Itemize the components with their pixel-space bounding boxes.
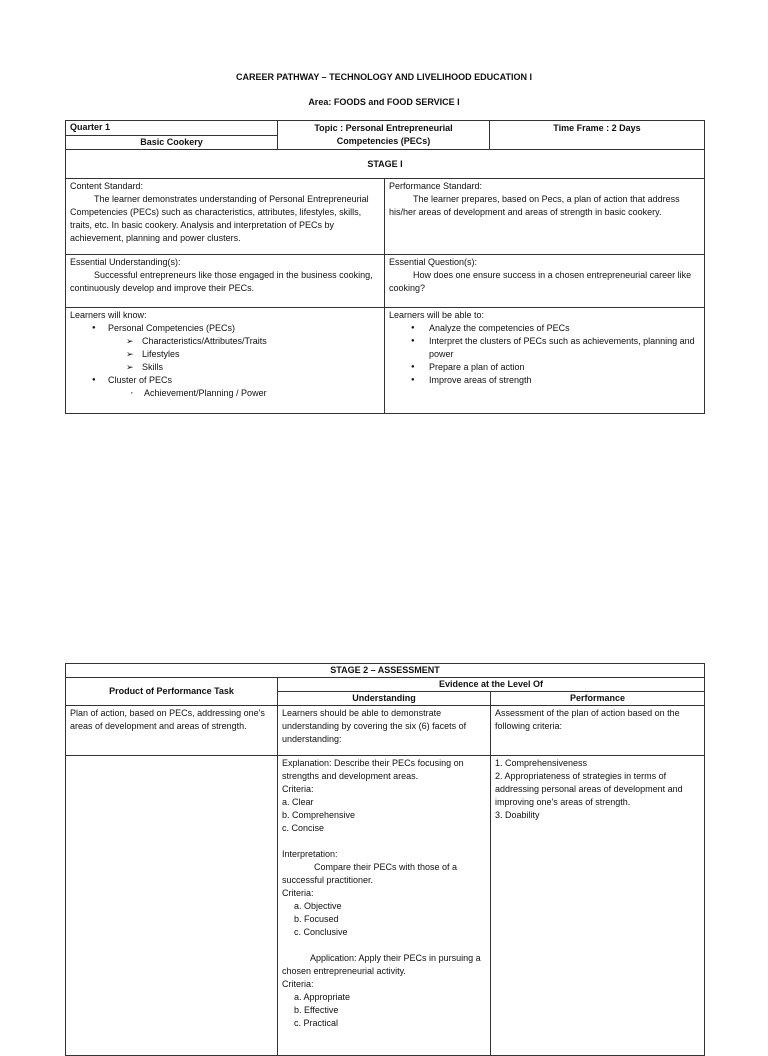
- explanation-criterion-c: c. Concise: [282, 823, 325, 833]
- explanation-criteria-label: Criteria:: [282, 784, 314, 794]
- learners-know-cell: [66, 308, 385, 414]
- essential-understanding-text: Successful entrepreneurs like those engaged in the business cooking, continuously develop and improve their PECs.: [70, 270, 373, 293]
- document-title: CAREER PATHWAY – TECHNOLOGY AND LIVELIHOOD EDUCATION I: [235, 72, 533, 82]
- explanation-criterion-b: b. Comprehensive: [282, 810, 356, 820]
- product-empty-cell: [66, 756, 278, 1056]
- list-item: ➢ Lifestyles: [70, 348, 380, 361]
- essential-question-text: How does one ensure success in a chosen entrepreneurial career like cooking?: [389, 270, 692, 293]
- essential-question-label: Essential Question(s):: [389, 257, 478, 267]
- performance-standard-text: The learner prepares, based on Pecs, a plan of action that address his/her areas of development and areas of strength in basic cookery.: [389, 194, 680, 217]
- list-item: ● Cluster of PECs: [70, 374, 380, 387]
- stage2-title: STAGE 2 – ASSESSMENT: [66, 664, 705, 678]
- application-criteria-label: Criteria:: [282, 979, 314, 989]
- essential-question-cell: [385, 255, 705, 308]
- interpretation-criterion-b: b. Focused: [294, 914, 339, 924]
- application-criterion-c: c. Practical: [294, 1018, 339, 1028]
- performance-text: Assessment of the plan of action based on the following criteria:: [491, 706, 705, 756]
- stage2-table: [65, 663, 705, 1056]
- learners-able-label: Learners will be able to:: [389, 310, 485, 320]
- course-name: Basic Cookery: [66, 135, 278, 150]
- understanding-header: Understanding: [278, 692, 491, 706]
- list-item: ➢ Skills: [70, 361, 380, 374]
- evidence-header: Evidence at the Level Of: [278, 678, 705, 692]
- performance-standard-cell: [385, 179, 705, 255]
- topic-line2: Competencies (PECs): [336, 136, 431, 146]
- interpretation-criterion-c: c. Conclusive: [294, 927, 348, 937]
- explanation-criterion-a: a. Clear: [282, 797, 314, 807]
- understanding-text: Learners should be able to demonstrate understanding by covering the six (6) facets of understanding:: [278, 706, 491, 756]
- criterion-3: 3. Doability: [495, 810, 540, 820]
- time-frame: Time Frame : 2 Days: [490, 121, 705, 150]
- quarter-label: Quarter 1: [66, 121, 278, 136]
- interpretation-text: Compare their PECs with those of a successful practitioner.: [282, 862, 458, 885]
- facets-cell: [278, 756, 491, 1056]
- list-item: ● Personal Competencies (PECs): [70, 322, 380, 335]
- criteria-cell: [491, 756, 705, 1056]
- content-standard-cell: [66, 179, 385, 255]
- criterion-1: 1. Comprehensiveness: [495, 758, 588, 768]
- essential-understanding-label: Essential Understanding(s):: [70, 257, 181, 267]
- stage1-label: STAGE I: [66, 150, 705, 179]
- learners-able-list: [389, 322, 700, 387]
- product-header: Product of Performance Task: [66, 678, 278, 706]
- learners-know-label: Learners will know:: [70, 310, 147, 320]
- topic-cell: [278, 121, 490, 150]
- learners-know-list: [70, 322, 380, 400]
- list-item: · Achievement/Planning / Power: [70, 387, 380, 400]
- content-standard-label: Content Standard:: [70, 181, 144, 191]
- topic-line1: Topic : Personal Entrepreneurial: [314, 123, 453, 133]
- criterion-2: 2. Appropriateness of strategies in terms of addressing personal areas of development and improving one's areas of strength.: [495, 771, 683, 807]
- performance-header: Performance: [491, 692, 705, 706]
- interpretation-criterion-a: a. Objective: [294, 901, 342, 911]
- content-standard-text: The learner demonstrates understanding of Personal Entrepreneurial Competencies (PECs) such as characteristics, attributes, lifestyles, skills, traits, etc. In basic cookery. Analysis and interpretation of PECs by achievement, planning and power clusters.: [70, 194, 369, 243]
- stage1-table: [65, 120, 705, 414]
- application-criterion-b: b. Effective: [294, 1005, 339, 1015]
- list-item: ● Improve areas of strength: [389, 374, 700, 387]
- interpretation-criteria-label: Criteria:: [282, 888, 314, 898]
- product-text: Plan of action, based on PECs, addressing one's areas of development and areas of strength.: [66, 706, 278, 756]
- list-item: ● Prepare a plan of action: [389, 361, 700, 374]
- application-text: Application: Apply their PECs in pursuing a chosen entrepreneurial activity.: [282, 953, 481, 976]
- list-item: ● Analyze the competencies of PECs: [389, 322, 700, 335]
- application-criterion-a: a. Appropriate: [294, 992, 351, 1002]
- performance-standard-label: Performance Standard:: [389, 181, 483, 191]
- interpretation-label: Interpretation:: [282, 849, 338, 859]
- list-item: ● Interpret the clusters of PECs such as achievements, planning and power: [389, 335, 700, 361]
- explanation-text: Explanation: Describe their PECs focusing on strengths and development areas.: [282, 758, 464, 781]
- learners-able-cell: [385, 308, 705, 414]
- list-item: ➢ Characteristics/Attributes/Traits: [70, 335, 380, 348]
- essential-understanding-cell: [66, 255, 385, 308]
- area-title: Area: FOODS and FOOD SERVICE I: [308, 97, 460, 107]
